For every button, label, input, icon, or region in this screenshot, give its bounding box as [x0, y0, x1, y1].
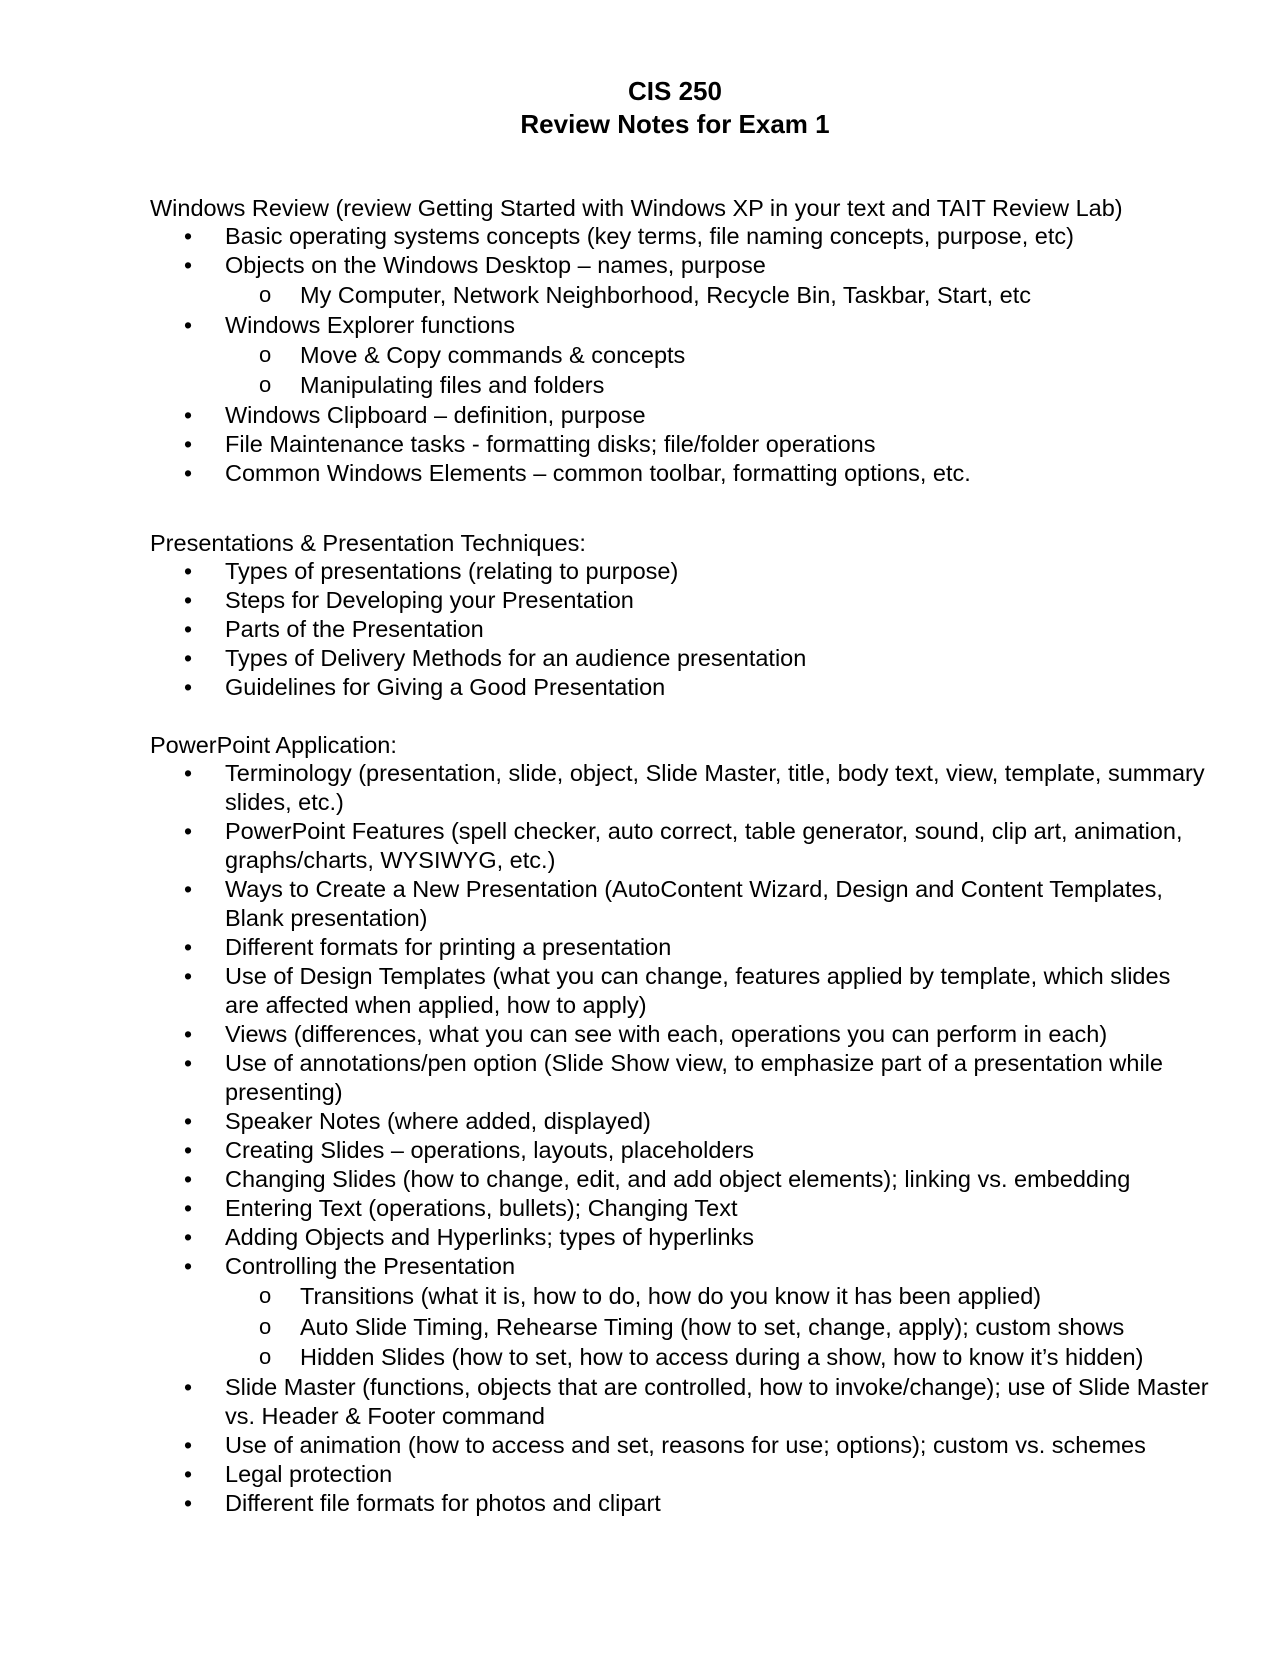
windows-bullet-list: [150, 222, 1210, 488]
list-item: • Different file formats for photos and clipart: [150, 1489, 1210, 1518]
list-item: • Changing Slides (how to change, edit, and add object elements); linking vs. embedding: [150, 1165, 1210, 1194]
list-item: • Legal protection: [150, 1460, 1210, 1489]
list-item: • Slide Master (functions, objects that are controlled, how to invoke/change); use of Slide Master vs. Header & Footer command: [150, 1373, 1210, 1431]
sub-list-item: o Transitions (what it is, how to do, how do you know it has been applied): [225, 1281, 1210, 1312]
sub-list-item: o My Computer, Network Neighborhood, Recycle Bin, Taskbar, Start, etc: [225, 280, 1210, 311]
list-item: • Ways to Create a New Presentation (AutoContent Wizard, Design and Content Templates, Blank presentation): [150, 875, 1210, 933]
course-code: CIS 250: [628, 76, 722, 106]
list-item: • Adding Objects and Hyperlinks; types of hyperlinks: [150, 1223, 1210, 1252]
list-item: • Windows Explorer functions o Move & Copy commands & concepts o Manipulating files and folders: [150, 311, 1210, 401]
list-item: • Views (differences, what you can see with each, operations you can perform in each): [150, 1020, 1210, 1049]
presentations-bullet-list: [150, 557, 1210, 702]
list-item: • Objects on the Windows Desktop – names, purpose o My Computer, Network Neighborhood, Recycle Bin, Taskbar, Start, etc: [150, 251, 1210, 311]
explorer-sub-list: [225, 340, 1210, 401]
desktop-sub-list: [225, 280, 1210, 311]
list-item: • Types of presentations (relating to purpose): [150, 557, 1210, 586]
list-item: • Use of animation (how to access and set, reasons for use; options); custom vs. schemes: [150, 1431, 1210, 1460]
list-item: • Steps for Developing your Presentation: [150, 586, 1210, 615]
windows-section-heading: Windows Review (review Getting Started with Windows XP in your text and TAIT Review Lab): [150, 195, 1123, 221]
list-item: • File Maintenance tasks - formatting disks; file/folder operations: [150, 430, 1210, 459]
list-item: • Use of Design Templates (what you can change, features applied by template, which slides are affected when applied, how to apply): [150, 962, 1210, 1020]
list-item: • Windows Clipboard – definition, purpose: [150, 401, 1210, 430]
sub-list-item: o Hidden Slides (how to set, how to access during a show, how to know it’s hidden): [225, 1342, 1210, 1373]
controlling-sub-list: [225, 1281, 1210, 1373]
list-item: • Creating Slides – operations, layouts, placeholders: [150, 1136, 1210, 1165]
list-item: • Basic operating systems concepts (key terms, file naming concepts, purpose, etc): [150, 222, 1210, 251]
list-item: • Types of Delivery Methods for an audience presentation: [150, 644, 1210, 673]
list-item: • Entering Text (operations, bullets); Changing Text: [150, 1194, 1210, 1223]
list-item: • Speaker Notes (where added, displayed): [150, 1107, 1210, 1136]
document-title: [150, 75, 1200, 141]
sub-list-item: o Auto Slide Timing, Rehearse Timing (how to set, change, apply); custom shows: [225, 1312, 1210, 1343]
list-item: • Use of annotations/pen option (Slide Show view, to emphasize part of a presentation while presenting): [150, 1049, 1210, 1107]
presentations-section-heading: Presentations & Presentation Techniques:: [150, 530, 586, 556]
list-item: • PowerPoint Features (spell checker, auto correct, table generator, sound, clip art, animation, graphs/charts, WYSIWYG, etc.): [150, 817, 1210, 875]
powerpoint-section-heading: PowerPoint Application:: [150, 732, 397, 758]
list-item: • Parts of the Presentation: [150, 615, 1210, 644]
list-item: • Different formats for printing a presentation: [150, 933, 1210, 962]
powerpoint-bullet-list: [150, 759, 1210, 1518]
sub-list-item: o Manipulating files and folders: [225, 370, 1210, 401]
exam-title: Review Notes for Exam 1: [520, 109, 830, 139]
list-item: • Common Windows Elements – common toolbar, formatting options, etc.: [150, 459, 1210, 488]
list-item: • Controlling the Presentation o Transitions (what it is, how to do, how do you know it has been applied) o Auto Slide Timing, Rehearse Timing (how to set, change, apply); custom shows o Hidden Slides (how to set, how to access during a show, how to know it’s hidden): [150, 1252, 1210, 1373]
sub-list-item: o Move & Copy commands & concepts: [225, 340, 1210, 371]
list-item: • Terminology (presentation, slide, object, Slide Master, title, body text, view, template, summary slides, etc.): [150, 759, 1210, 817]
list-item: • Guidelines for Giving a Good Presentation: [150, 673, 1210, 702]
